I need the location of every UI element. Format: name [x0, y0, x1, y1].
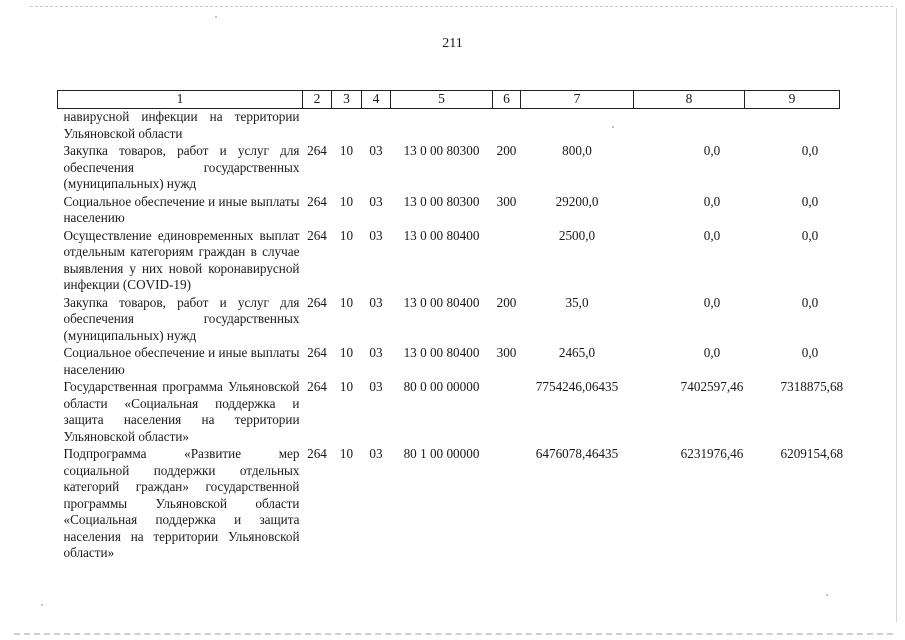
cell-amount-3: 0,0	[801, 345, 819, 360]
row-name: Социальное обеспечение и иные выплаты населению	[63, 193, 300, 225]
cell-amount-3: 0,0	[801, 227, 819, 243]
cell-ministry	[303, 109, 332, 143]
cell-section: 10	[339, 143, 354, 158]
cell-expense-type: 200	[496, 143, 517, 158]
cell-amount-3	[745, 109, 840, 143]
cell-amount-2: 0,0	[703, 294, 721, 310]
cell-amount-1: 2500,0	[558, 227, 596, 243]
cell-amount-3: 0,0	[801, 143, 819, 158]
scan-speck	[612, 126, 614, 128]
cell-expense-type	[493, 227, 521, 294]
cell-ministry: 264	[307, 227, 327, 243]
cell-amount-2	[634, 109, 745, 143]
cell-section	[332, 109, 362, 143]
cell-amount-1: 7754246,06435	[535, 379, 619, 394]
cell-amount-1	[521, 109, 634, 143]
header-col-8: 8	[634, 91, 745, 109]
row-name: Закупка товаров, работ и услуг для обеспечения государственных (муниципальных) нужд	[63, 143, 300, 191]
table-header-row	[58, 91, 840, 109]
table-row	[58, 344, 840, 378]
cell-expense-type	[493, 445, 521, 562]
table-row	[58, 294, 840, 345]
cell-ministry: 264	[307, 143, 327, 158]
cell-expense-type	[493, 378, 521, 445]
cell-target-code: 13 0 00 80400	[403, 227, 480, 243]
cell-subsection: 03	[369, 143, 383, 158]
cell-section: 10	[339, 227, 354, 243]
row-name: Государственная программа Ульяновской области «Социальная поддержка и защита населения на территории Ульяновской области»	[63, 379, 300, 444]
header-col-4: 4	[362, 91, 391, 109]
row-name: Подпрограмма «Развитие мер социальной поддержки отдельных категорий граждан» государственной программы Ульяновской области «Социальная поддержка и защита населения на территории Ульяновской области»	[63, 446, 300, 560]
cell-target-code: 13 0 00 80400	[403, 294, 480, 310]
page-number: 211	[442, 36, 463, 51]
row-name: Социальное обеспечение и иные выплаты населению	[63, 345, 300, 377]
cell-amount-3: 7318875,68	[780, 379, 844, 394]
cell-subsection: 03	[369, 379, 383, 394]
header-col-5: 5	[391, 91, 493, 109]
cell-amount-1: 29200,0	[555, 193, 599, 209]
cell-ministry: 264	[307, 345, 327, 360]
cell-section: 10	[339, 345, 354, 360]
cell-target-code: 80 1 00 00000	[403, 446, 480, 461]
cell-amount-2: 0,0	[703, 143, 721, 158]
scan-edge-right	[896, 8, 897, 622]
cell-section: 10	[339, 193, 354, 209]
row-name: Закупка товаров, работ и услуг для обеспечения государственных (муниципальных) нужд	[63, 294, 300, 343]
table-row	[58, 445, 840, 562]
header-col-6: 6	[493, 91, 521, 109]
header-col-3: 3	[332, 91, 362, 109]
cell-section: 10	[339, 446, 354, 461]
table-row	[58, 109, 840, 143]
cell-amount-3: 6209154,68	[780, 446, 844, 461]
cell-subsection: 03	[369, 227, 383, 243]
header-col-1: 1	[58, 91, 303, 109]
cell-ministry: 264	[307, 294, 327, 310]
cell-expense-type	[493, 109, 521, 143]
cell-target-code: 13 0 00 80400	[403, 345, 480, 360]
cell-amount-3: 0,0	[801, 294, 819, 310]
header-col-7: 7	[521, 91, 634, 109]
table-row	[58, 378, 840, 445]
scan-edge-bottom	[14, 633, 893, 635]
cell-amount-1: 35,0	[565, 294, 589, 310]
budget-table	[57, 90, 844, 562]
cell-target-code: 80 0 00 00000	[403, 379, 480, 394]
row-name: навирусной инфекции на территории Ульяновской области	[63, 109, 300, 141]
cell-amount-2: 0,0	[703, 345, 721, 360]
table-row	[58, 142, 840, 193]
cell-expense-type: 300	[496, 193, 517, 209]
scan-speck	[826, 594, 828, 596]
cell-subsection: 03	[369, 446, 383, 461]
header-col-2: 2	[303, 91, 332, 109]
cell-target-code: 13 0 00 80300	[403, 143, 480, 158]
cell-amount-1: 2465,0	[558, 345, 596, 360]
cell-ministry: 264	[307, 193, 327, 209]
cell-expense-type: 300	[496, 345, 517, 360]
scan-edge-top	[30, 6, 893, 7]
cell-ministry: 264	[307, 379, 327, 394]
header-col-9: 9	[745, 91, 840, 109]
cell-amount-3: 0,0	[801, 193, 819, 209]
cell-target-code: 13 0 00 80300	[403, 193, 480, 209]
cell-section: 10	[339, 294, 354, 310]
row-name: Осуществление единовременных выплат отдельным категориям граждан в случае выявления у них новой коронавирусной инфекции (COVID-19)	[63, 227, 300, 292]
cell-expense-type: 200	[496, 294, 517, 310]
table-row	[58, 227, 840, 294]
cell-target-code	[391, 109, 493, 143]
cell-subsection: 03	[369, 193, 383, 209]
table-row	[58, 193, 840, 227]
scan-speck	[41, 604, 43, 606]
cell-subsection: 03	[369, 345, 383, 360]
cell-amount-2: 0,0	[703, 227, 721, 243]
cell-amount-1: 800,0	[562, 143, 592, 158]
cell-amount-1: 6476078,46435	[535, 446, 619, 461]
cell-subsection: 03	[369, 294, 383, 310]
cell-subsection	[362, 109, 391, 143]
cell-section: 10	[339, 379, 354, 394]
cell-amount-2: 6231976,46	[680, 446, 744, 461]
scan-speck	[215, 16, 217, 18]
cell-ministry: 264	[307, 446, 327, 461]
cell-amount-2: 0,0	[703, 193, 721, 209]
cell-amount-2: 7402597,46	[680, 379, 744, 394]
